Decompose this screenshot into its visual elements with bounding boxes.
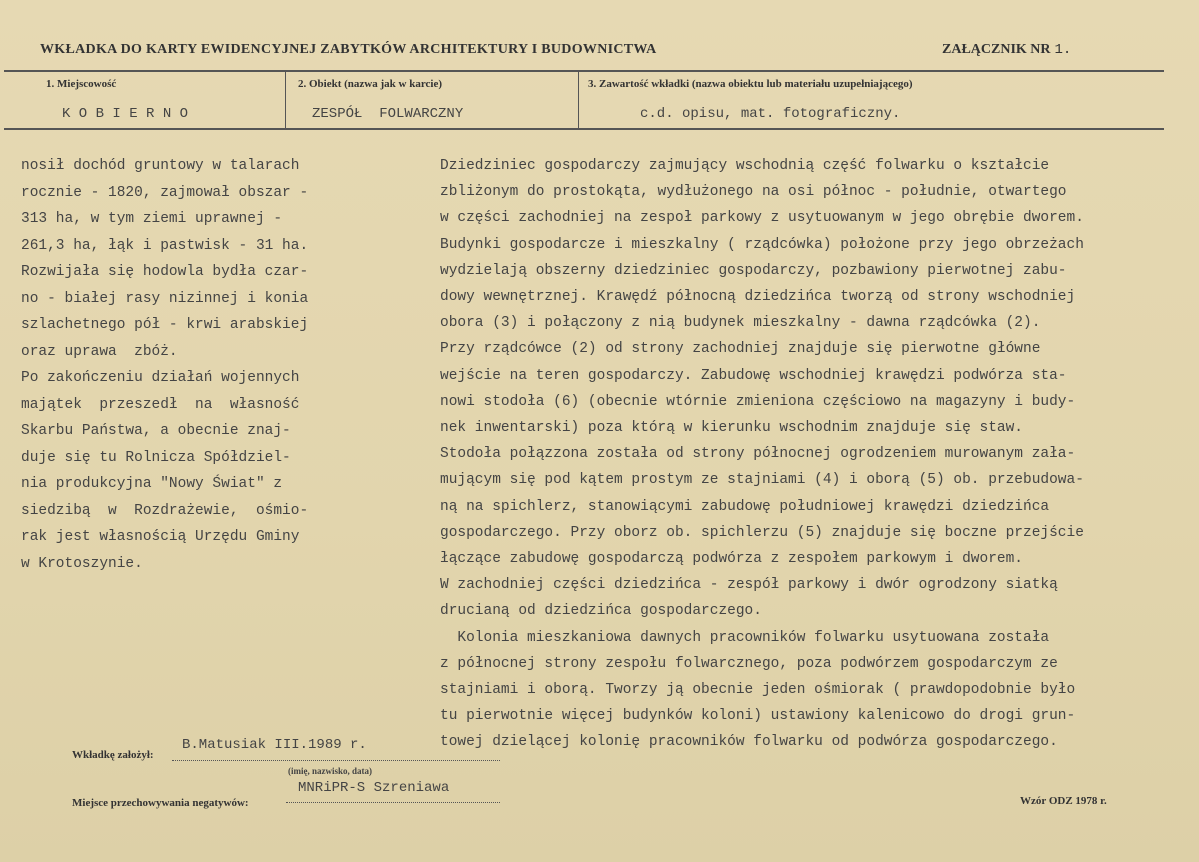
right-text-column: [440, 153, 1180, 756]
text-line: duje się tu Rolnicza Spółdziel-: [21, 449, 291, 466]
header-rule: [4, 70, 1164, 72]
author-value: B.Matusiak III.1989 r.: [182, 737, 367, 753]
text-line: siedzibą w Rozdrażewie, ośmio-: [21, 502, 309, 519]
field-divider-1: [285, 72, 286, 128]
card-title: WKŁADKA DO KARTY EWIDENCYJNEJ ZABYTKÓW ARCHITEKTURY I BUDOWNICTWA: [40, 42, 657, 57]
text-line: towej dzielącej kolonię pracowników folwarku od podwórza gospodarczego.: [440, 734, 1058, 751]
text-line: zbliżonym do prostokąta, wydłużonego na osi północ - południe, otwartego: [440, 184, 1067, 201]
text-line: mującym się pod kątem prostym ze stajniami (4) i oborą (5) ob. przebudowa-: [440, 472, 1084, 489]
text-line: rak jest własnością Urzędu Gminy: [21, 529, 300, 545]
text-line: no - białej rasy nizinnej i konia: [21, 290, 309, 307]
author-dotted-line: [172, 760, 500, 761]
negatives-value: MNRiPR-S Szreniawa: [298, 780, 450, 796]
text-line: szlachetnego pół - krwi arabskiej: [21, 317, 309, 333]
text-line: oraz uprawa zbóż.: [21, 343, 178, 360]
text-line: w Krotoszynie.: [21, 555, 143, 572]
text-line: Przy rządcówce (2) od strony zachodniej znajduje się pierwotne główne: [440, 341, 1041, 358]
negatives-label: Miejsce przechowywania negatywów:: [72, 797, 249, 809]
text-line: nowi stodoła (6) (obecnie wtórnie zmieniona częściowo na magazyny i budy-: [440, 393, 1076, 410]
text-line: Skarbu Państwa, a obecnie znaj-: [21, 423, 291, 439]
text-line: drucianą od dziedzińca gospodarczego.: [440, 603, 762, 620]
text-line: stajniami i oborą. Tworzy ją obecnie jeden ośmiorak ( prawdopodobnie było: [440, 682, 1076, 699]
text-line: ną na spichlerz, stanowiącymi zabudowę południowej krawędzi dziedzińca: [440, 498, 1050, 515]
text-line: w części zachodniej na zespoł parkowy z usytuowanym w jego obrębie dworem.: [440, 210, 1084, 227]
left-text-column: [21, 153, 361, 577]
field-divider-2: [578, 72, 579, 128]
object-label: 2. Obiekt (nazwa jak w karcie): [298, 78, 443, 90]
annex-label-text: ZAŁĄCZNIK NR: [942, 42, 1051, 57]
text-line: 313 ha, w tym ziemi uprawnej -: [21, 211, 283, 227]
text-line: Dziedziniec gospodarczy zajmujący wschodnią część folwarku o kształcie: [440, 158, 1050, 174]
text-line: Stodoła połązzona została od strony północnej ogrodzeniem murowanym zała-: [440, 446, 1076, 463]
fields-rule: [4, 128, 1164, 130]
content-value: c.d. opisu, mat. fotograficzny.: [640, 106, 901, 122]
text-line: łączące zabudowę gospodarczą podwórza z zespołem parkowym i dworem.: [440, 551, 1023, 568]
content-label: 3. Zawartość wkładki (nazwa obiektu lub materiału uzupełniającego): [588, 78, 913, 90]
text-line: obora (3) i połączony z nią budynek mieszkalny - dawna rządcówka (2).: [440, 315, 1041, 332]
text-line: z północnej strony zespołu folwarcznego, poza podwórzem gospodarczym ze: [440, 655, 1058, 672]
text-line: Rozwijała się hodowla bydła czar-: [21, 264, 309, 280]
text-line: dowy wewnętrznej. Krawędź północną dziedzińca tworzą od strony wschodniej: [440, 289, 1076, 306]
text-line: Kolonia mieszkaniowa dawnych pracowników folwarku usytuowana została: [440, 629, 1050, 646]
text-line: nosił dochód gruntowy w talarach: [21, 158, 300, 174]
text-line: 261,3 ha, łąk i pastwisk - 31 ha.: [21, 237, 309, 254]
text-line: rocznie - 1820, zajmował obszar -: [21, 184, 309, 201]
template-mark: Wzór ODZ 1978 r.: [1020, 795, 1107, 807]
text-line: W zachodniej części dziedzińca - zespół parkowy i dwór ogrodzony siatką: [440, 577, 1058, 594]
text-line: wydzielają obszerny dziedziniec gospodarczy, pozbawiony pierwotnej zabu-: [440, 262, 1067, 279]
locality-value: K O B I E R N O: [62, 106, 189, 122]
text-line: nia produkcyjna "Nowy Świat" z: [21, 476, 283, 492]
author-label: Wkładkę założył:: [72, 749, 154, 761]
text-line: wejście na teren gospodarczy. Zabudowę wschodniej krawędzi podwórza sta-: [440, 367, 1067, 384]
text-line: Po zakończeniu działań wojennych: [21, 370, 300, 386]
text-line: majątek przeszedł na własność: [21, 396, 300, 413]
annex-label: [942, 42, 1071, 58]
text-line: gospodarczego. Przy oborz ob. spichlerzu (5) znajduje się boczne przejście: [440, 524, 1084, 541]
negatives-dotted-line: [286, 802, 500, 803]
annex-number: 1.: [1054, 42, 1072, 58]
text-line: tu pierwotnie więcej budynków koloni) ustawiony kalenicowo do drogi grun-: [440, 708, 1076, 725]
text-line: nek inwentarski) poza którą w kierunku wschodnim znajduje się staw.: [440, 420, 1023, 437]
text-line: Budynki gospodarcze i mieszkalny ( rządcówka) położone przy jego obrzeżach: [440, 236, 1084, 253]
author-note: (imię, nazwisko, data): [288, 766, 372, 776]
locality-label: 1. Miejscowość: [46, 78, 117, 90]
object-value: ZESPÓŁ FOLWARCZNY: [312, 106, 464, 122]
